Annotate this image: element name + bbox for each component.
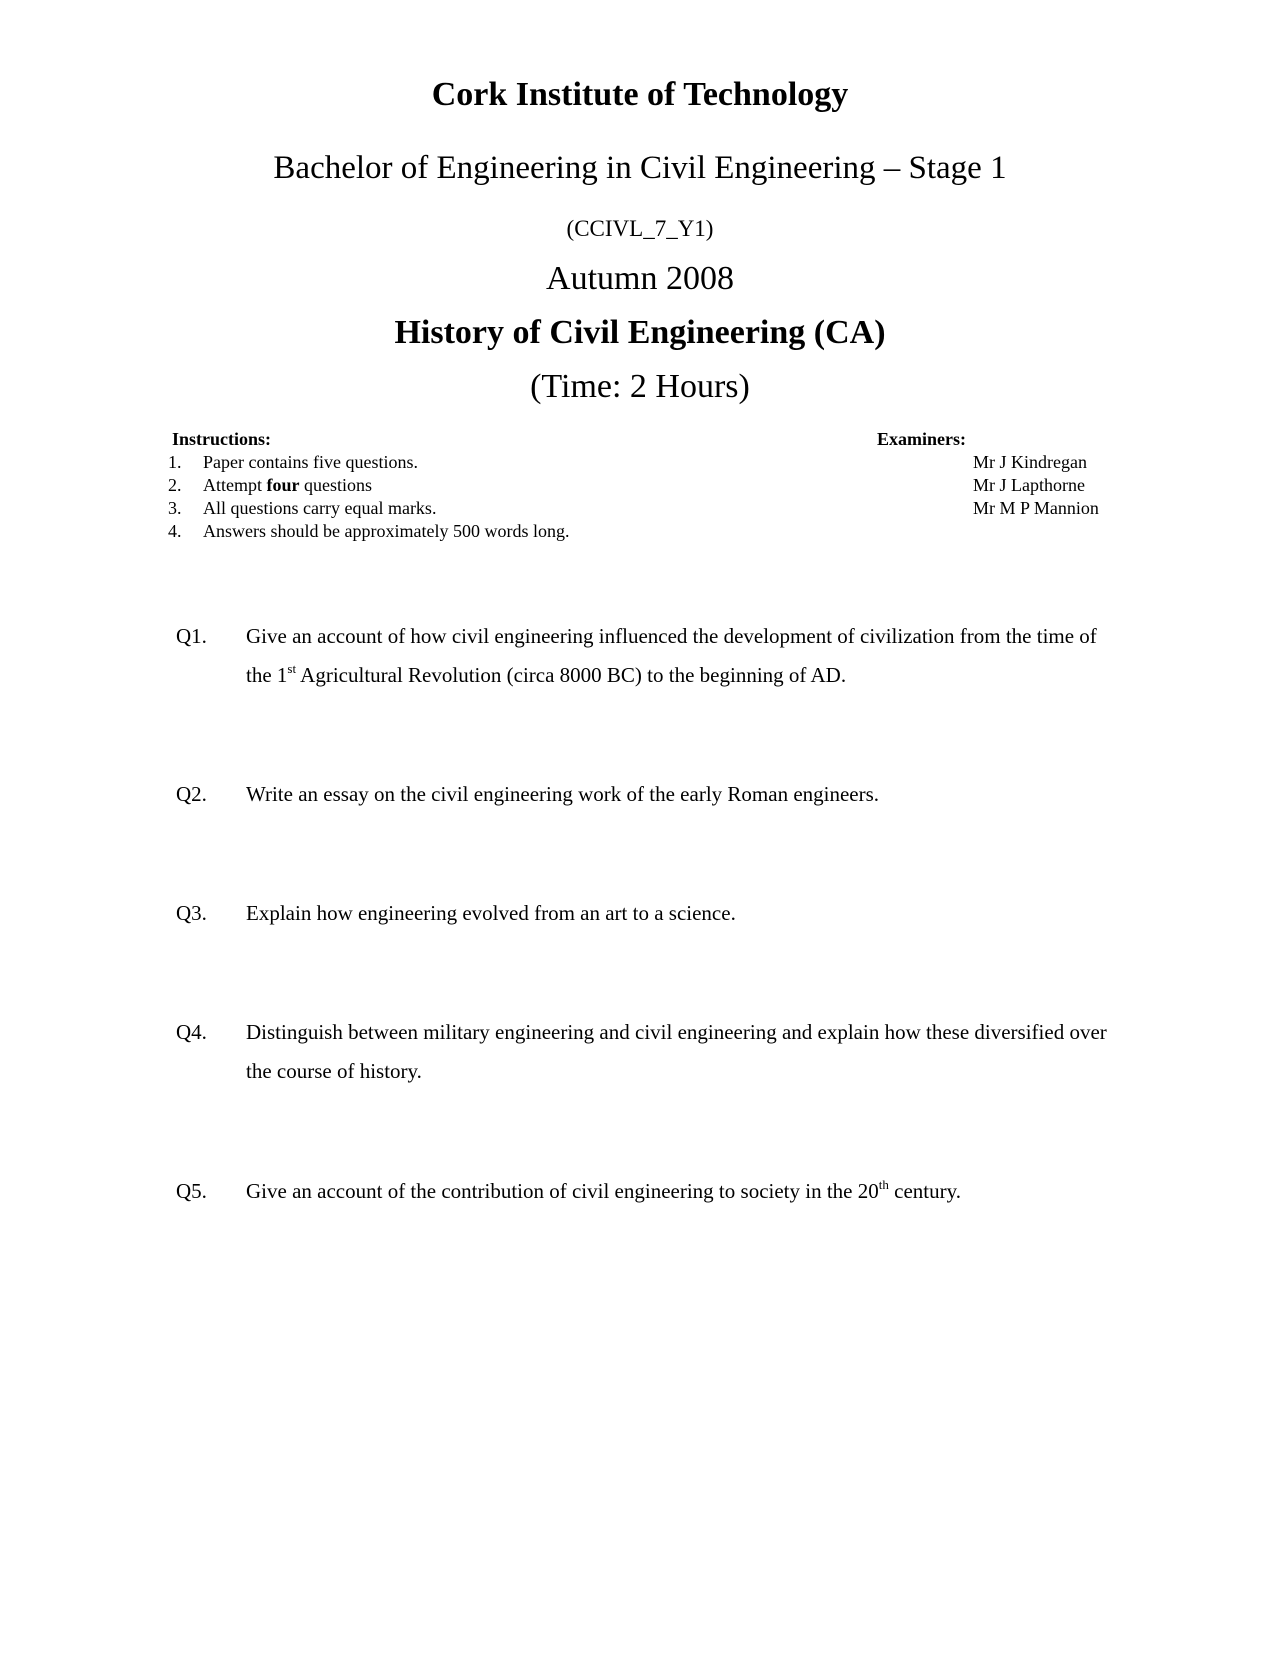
question-label: Q1.	[176, 624, 207, 648]
instruction-number: 4.	[168, 521, 182, 541]
instruction-text-end: questions	[299, 475, 373, 495]
question-text-end: century.	[888, 1179, 961, 1203]
examiner-name: Mr J Kindregan	[973, 452, 1087, 472]
instruction-emphasis: four	[266, 475, 300, 495]
instructions-block	[168, 428, 569, 543]
instructions-heading: Instructions:	[172, 429, 272, 449]
question-4	[176, 1013, 1116, 1091]
ordinal-suffix: th	[878, 1177, 889, 1192]
institution-name: Cork Institute of Technology	[431, 76, 849, 113]
instruction-text: Paper contains five questions.	[203, 452, 418, 472]
instruction-text: All questions carry equal marks.	[203, 498, 437, 518]
question-label: Q4.	[176, 1020, 207, 1044]
exam-duration: (Time: 2 Hours)	[530, 368, 750, 405]
examiners-block	[877, 428, 1117, 520]
examiners-list	[877, 451, 1117, 520]
instruction-item	[168, 497, 569, 520]
instructions-list	[168, 451, 569, 543]
instruction-number: 3.	[168, 498, 182, 518]
question-3	[176, 894, 1116, 933]
question-text: Write an essay on the civil engineering work of the early Roman engineers.	[246, 782, 880, 806]
question-label: Q2.	[176, 782, 207, 806]
ordinal-suffix: st	[287, 661, 297, 676]
question-text-start: Give an account of how civil engineering influenced the development of civilization from the time of the 1	[246, 624, 1097, 687]
instruction-item	[168, 474, 569, 497]
instruction-item	[168, 520, 569, 543]
exam-session: Autumn 2008	[546, 260, 734, 297]
programme-title: Bachelor of Engineering in Civil Engineering – Stage 1	[273, 150, 1007, 186]
question-label: Q3.	[176, 901, 207, 925]
question-label: Q5.	[176, 1179, 207, 1203]
course-code: (CCIVL_7_Y1)	[566, 216, 714, 241]
examiner-name: Mr J Lapthorne	[973, 475, 1085, 495]
instruction-text-start: Attempt	[203, 475, 267, 495]
question-text-end: Agricultural Revolution (circa 8000 BC) to the beginning of AD.	[296, 663, 847, 687]
subject-title: History of Civil Engineering (CA)	[394, 314, 886, 351]
instruction-text: Answers should be approximately 500 words long.	[203, 521, 570, 541]
question-text: Distinguish between military engineering and civil engineering and explain how these diversified over the course of history.	[246, 1020, 1107, 1083]
instruction-number: 2.	[168, 475, 182, 495]
examiners-heading: Examiners:	[877, 429, 966, 449]
instruction-number: 1.	[168, 452, 182, 472]
question-text: Explain how engineering evolved from an art to a science.	[246, 901, 736, 925]
question-text-start: Give an account of the contribution of civil engineering to society in the 20	[246, 1179, 879, 1203]
question-text	[246, 1172, 1116, 1211]
question-text	[246, 617, 1116, 695]
question-2	[176, 775, 1116, 814]
examiner-name: Mr M P Mannion	[973, 498, 1099, 518]
question-1	[176, 617, 1116, 695]
question-5	[176, 1172, 1116, 1211]
instruction-item	[168, 451, 569, 474]
